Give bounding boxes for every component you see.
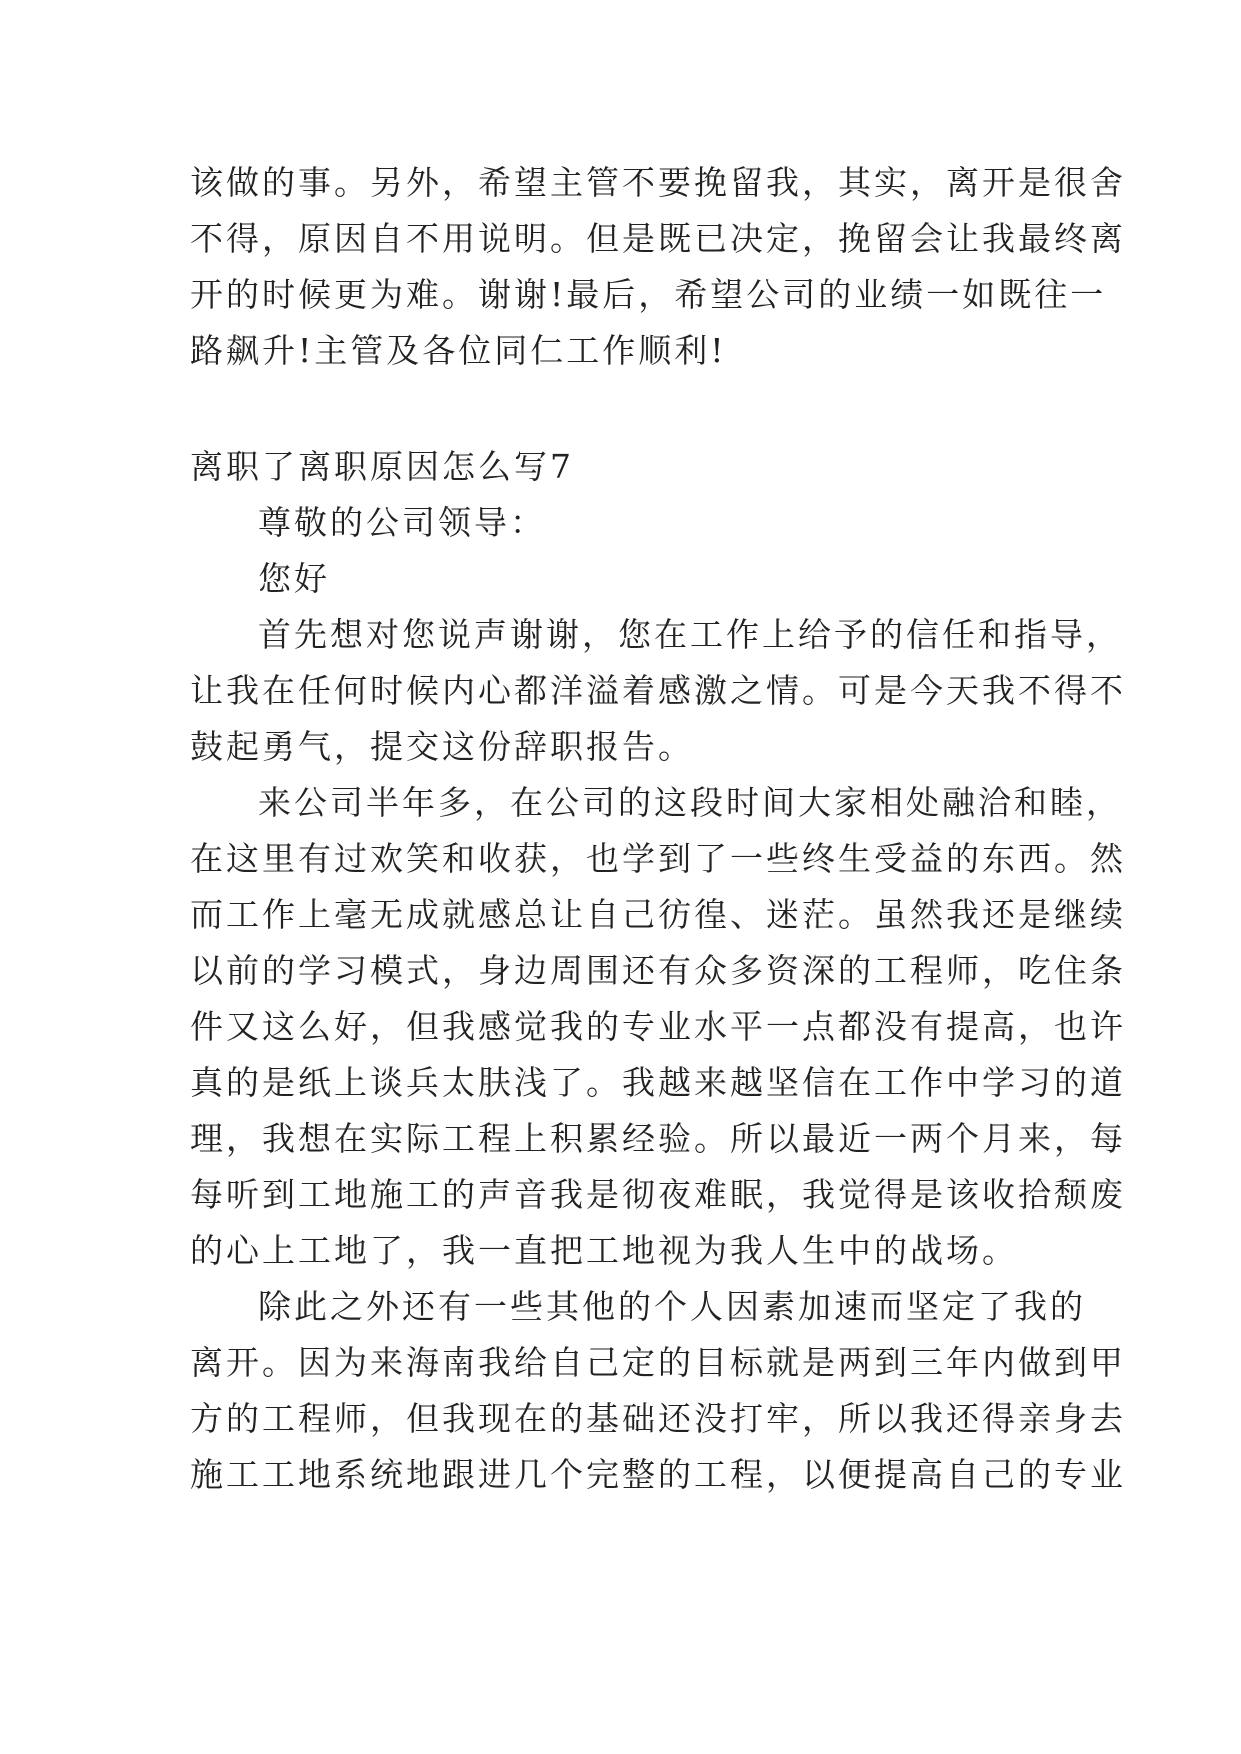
- section-gap: [190, 379, 1050, 439]
- text-line: 施工工地系统地跟进几个完整的工程，以便提高自己的专业: [190, 1455, 1126, 1494]
- document-body: [190, 155, 1126, 1503]
- text-line: 以前的学习模式，身边周围还有众多资深的工程师，吃住条: [190, 951, 1126, 990]
- text-line: 在这里有过欢笑和收获，也学到了一些终生受益的东西。然: [190, 839, 1126, 878]
- text-line: 件又这么好，但我感觉我的专业水平一点都没有提高，也许: [190, 1007, 1126, 1046]
- text-line: 离开。因为来海南我给自己定的目标就是两到三年内做到甲: [190, 1343, 1126, 1382]
- text-line: 来公司半年多，在公司的这段时间大家相处融洽和睦，: [258, 783, 1122, 822]
- text-line: 开的时候更为难。谢谢!最后，希望公司的业绩一如既往一: [190, 275, 1107, 314]
- text-line: 让我在任何时候内心都洋溢着感激之情。可是今天我不得不: [190, 671, 1126, 710]
- text-line: 鼓起勇气，提交这份辞职报告。: [190, 727, 694, 766]
- text-line: 理，我想在实际工程上积累经验。所以最近一两个月来，每: [190, 1119, 1126, 1158]
- salutation: 尊敬的公司领导：: [258, 503, 546, 542]
- text-line: 真的是纸上谈兵太肤浅了。我越来越坚信在工作中学习的道: [190, 1063, 1126, 1102]
- section-title: 离职了离职原因怎么写7: [190, 447, 574, 486]
- paragraph-2: [190, 775, 1126, 1279]
- intro-paragraph: [190, 155, 1126, 379]
- text-line: 的心上工地了，我一直把工地视为我人生中的战场。: [190, 1231, 1018, 1270]
- text-line: 不得，原因自不用说明。但是既已决定，挽留会让我最终离: [190, 219, 1126, 258]
- text-line: 除此之外还有一些其他的个人因素加速而坚定了我的: [258, 1287, 1086, 1326]
- text-line: 每听到工地施工的声音我是彻夜难眠，我觉得是该收拾颓废: [190, 1175, 1126, 1214]
- text-line: 首先想对您说声谢谢，您在工作上给予的信任和指导，: [258, 615, 1122, 654]
- text-line: 路飙升!主管及各位同仁工作顺利!: [190, 331, 727, 370]
- greeting: 您好: [258, 559, 330, 598]
- text-line: 方的工程师，但我现在的基础还没打牢，所以我还得亲身去: [190, 1399, 1126, 1438]
- paragraph-1: [190, 607, 1126, 775]
- paragraph-3: [190, 1279, 1126, 1503]
- text-line: 该做的事。另外，希望主管不要挽留我，其实，离开是很舍: [190, 163, 1126, 202]
- text-line: 而工作上毫无成就感总让自己彷徨、迷茫。虽然我还是继续: [190, 895, 1126, 934]
